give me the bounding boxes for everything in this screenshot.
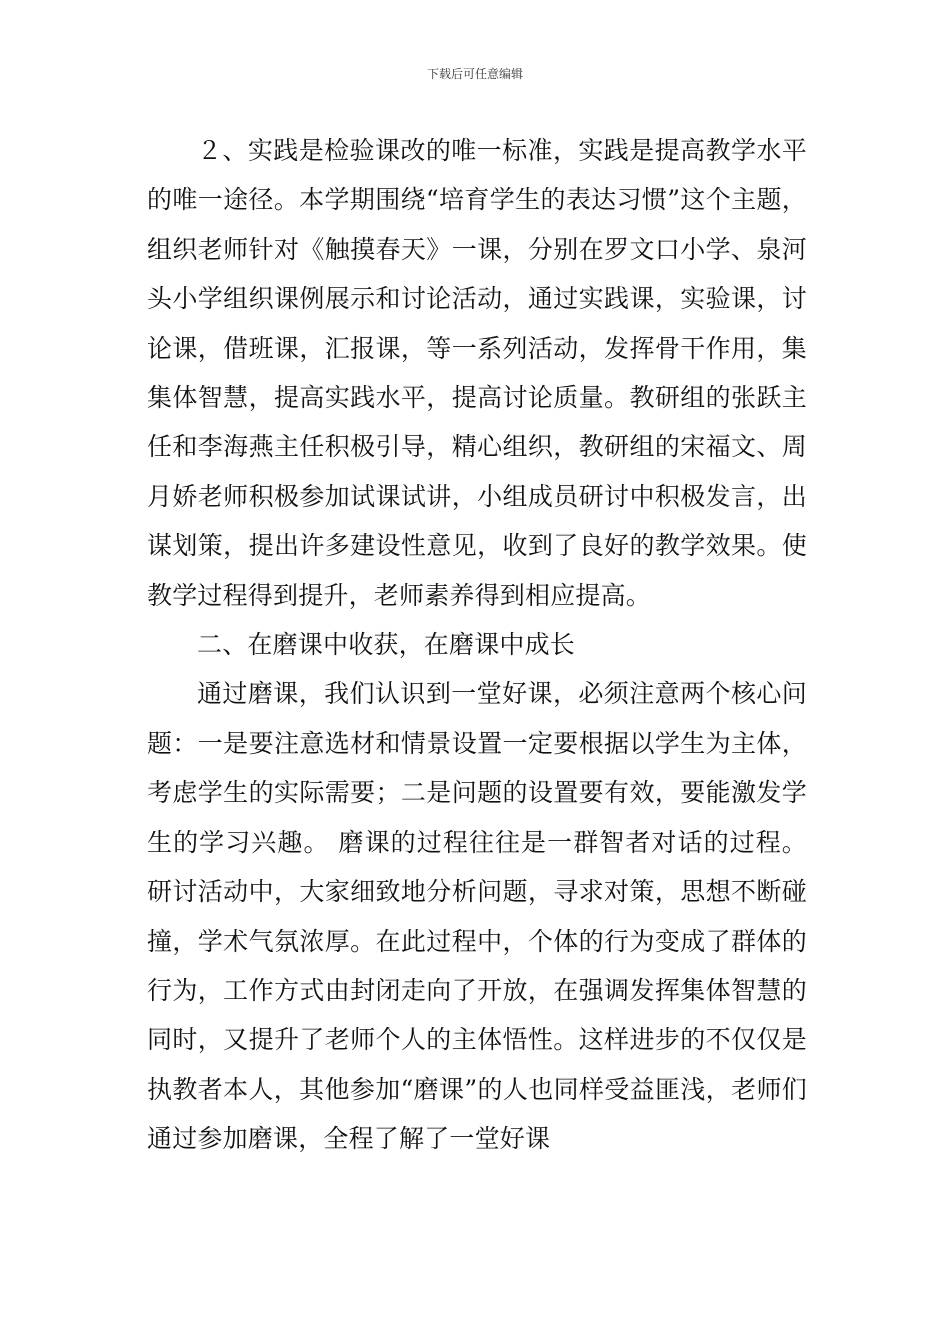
page-header: 下载后可任意编辑 <box>426 67 523 81</box>
document-body <box>147 126 807 1164</box>
paragraph-lesson-polishing: 通过磨课，我们认识到一堂好课，必须注意两个核心问题：一是要注意选材和情景设置一定要根据以学生为主体，考虑学生的实际需要；二是问题的设置要有效，要能激发学生的学习兴趣。 磨课的过程往往是一群智者对话的过程。研讨活动中，大家细致地分析问题，寻求对策，思想不断碰撞，学术气氛浓厚。在此过程中，个体的行为变成了群体的行为，工作方式由封闭走向了开放，在强调发挥集体智慧的同时，又提升了老师个人的主体悟性。这样进步的不仅仅是执教者本人，其他参加“磨课”的人也同样受益匪浅，老师们通过参加磨课，全程了解了一堂好课 <box>147 679 807 1154</box>
paragraph-practice: ２、实践是检验课改的唯一标准，实践是提高教学水平的唯一途径。本学期围绕“培育学生的表达习惯”这个主题，组织老师针对《触摸春天》一课，分别在罗文口小学、泉河头小学组织课例展示和讨论活动，通过实践课，实验课，讨论课，借班课，汇报课，等一系列活动，发挥骨干作用，集集体智慧，提高实践水平，提高讨论质量。教研组的张跃主任和李海燕主任积极引导，精心组织，教研组的宋福文、周月娇老师积极参加试课试讲，小组成员研讨中积极发言，出谋划策，提出许多建设性意见，收到了良好的教学效果。使教学过程得到提升，老师素养得到相应提高。 <box>147 136 807 610</box>
section-heading: 二、在磨课中收获，在磨课中成长 <box>197 630 576 660</box>
